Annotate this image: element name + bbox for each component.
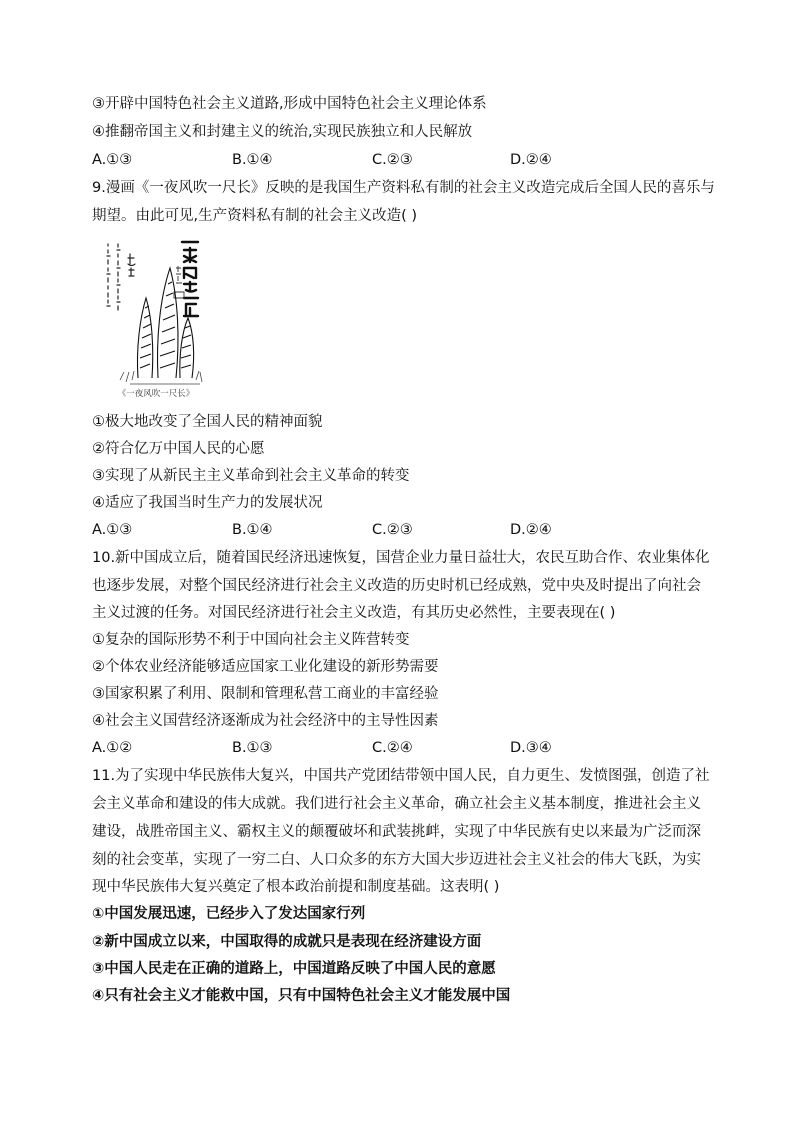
q8-option-d[interactable]: D.②④: [510, 152, 552, 168]
q10-item-1: ①复杂的国际形势不利于中国向社会主义阵营转变: [92, 632, 410, 648]
q9-item-2: ②符合亿万中国人民的心愿: [92, 441, 265, 457]
q11-stem-line-4: 刻的社会变革，实现了一穷二白、人口众多的东方大国大步迈进社会主义社会的伟大飞跃，为实: [92, 852, 701, 868]
q11-item-2: ②新中国成立以来，中国取得的成就只是表现在经济建设方面: [92, 934, 482, 950]
q9-stem-line-2: 期望。由此可见,生产资料私有制的社会主义改造( ): [92, 208, 418, 224]
q10-option-c[interactable]: C.②④: [372, 740, 413, 756]
q10-item-3: ③国家积累了利用、限制和管理私营工商业的丰富经验: [92, 686, 439, 702]
q9-item-3: ③实现了从新民主主义革命到社会主义革命的转变: [92, 468, 410, 484]
q8-item-3: ③开辟中国特色社会主义道路,形成中国特色社会主义理论体系: [92, 96, 487, 112]
q11-stem-line-2: 会主义革命和建设的伟大成就。我们进行社会主义革命，确立社会主义基本制度，推进社会主义: [92, 796, 701, 812]
cartoon-image: [100, 238, 212, 398]
q9-option-a[interactable]: A.①③: [92, 522, 133, 538]
q10-stem-line-2: 也逐步发展，对整个国民经济进行社会主义改造的历史时机已经成熟，党中央及时提出了向社会: [92, 578, 701, 594]
q11-item-1: ①中国发展迅速，已经步入了发达国家行列: [92, 906, 366, 922]
q8-item-4: ④推翻帝国主义和封建主义的统治,实现民族独立和人民解放: [92, 124, 473, 140]
q8-option-b[interactable]: B.①④: [232, 152, 273, 168]
q11-stem-line-1: 11.为了实现中华民族伟大复兴，中国共产党团结带领中国人民，自力更生、发愤图强，创造了社: [92, 768, 710, 784]
q9-option-d[interactable]: D.②④: [510, 522, 552, 538]
cartoon-caption: 《一夜风吹一尺长》: [117, 389, 195, 399]
q10-stem-line-3: 主义过渡的任务。对国民经济进行社会主义改造，有其历史必然性，主要表现在( ): [92, 605, 616, 621]
q8-option-a[interactable]: A.①③: [92, 152, 133, 168]
q10-stem-line-1: 10.新中国成立后，随着国民经济迅速恢复，国营企业力量日益壮大，农民互助合作、农业集体化: [92, 550, 710, 566]
q11-stem-line-5: 现中华民族伟大复兴奠定了根本政治前提和制度基础。这表明( ): [92, 879, 500, 895]
q10-option-d[interactable]: D.③④: [510, 740, 552, 756]
q10-option-a[interactable]: A.①②: [92, 740, 133, 756]
q11-item-3: ③中国人民走在正确的道路上，中国道路反映了中国人民的意愿: [92, 961, 496, 977]
q9-stem-line-1: 9.漫画《一夜风吹一尺长》反映的是我国生产资料私有制的社会主义改造完成后全国人民的喜乐与: [92, 180, 715, 196]
q11-item-4: ④只有社会主义才能救中国，只有中国特色社会主义才能发展中国: [92, 988, 511, 1004]
q10-option-b[interactable]: B.①③: [232, 740, 273, 756]
q9-option-c[interactable]: C.②③: [372, 522, 413, 538]
q9-item-4: ④适应了我国当时生产力的发展状况: [92, 495, 323, 511]
q10-item-4: ④社会主义国营经济逐渐成为社会经济中的主导性因素: [92, 713, 439, 729]
q9-item-1: ①极大地改变了全国人民的精神面貌: [92, 414, 323, 430]
q11-stem-line-3: 建设，战胜帝国主义、霸权主义的颠覆破坏和武装挑衅，实现了中华民族有史以来最为广泛而深: [92, 824, 701, 840]
q10-item-2: ②个体农业经济能够适应国家工业化建设的新形势需要: [92, 659, 439, 675]
q8-option-c[interactable]: C.②③: [372, 152, 413, 168]
q9-option-b[interactable]: B.①④: [232, 522, 273, 538]
